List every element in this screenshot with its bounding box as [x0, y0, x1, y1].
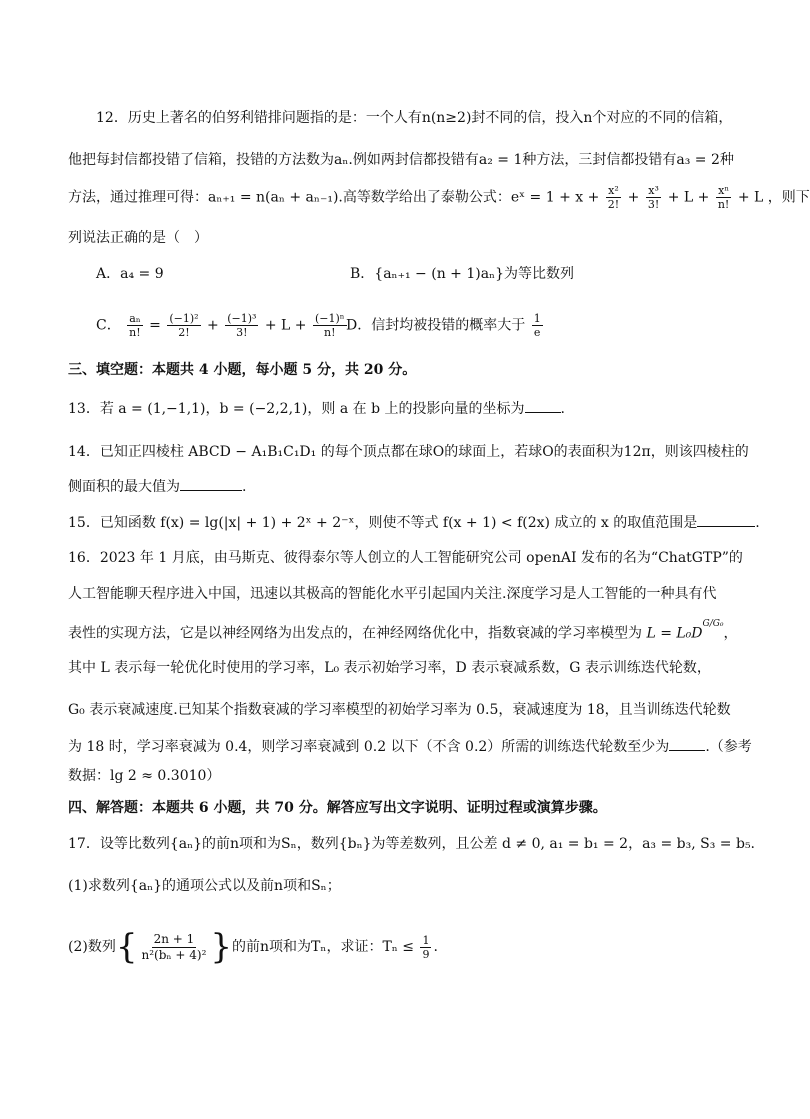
q12-line3-text: 方法，通过推理可得：aₙ₊₁ = n(aₙ + aₙ₋₁).高等数学给出了泰勒公式：eˣ = 1 + x + [68, 189, 604, 206]
q15: 15．已知函数 f(x) = lg(|x| + 1) + 2ˣ + 2⁻ˣ，则使不等式 f(x + 1) < f(2x) 成立的 x 的取值范围是 . [68, 512, 760, 533]
q12-option-a: A．a₄ = 9 [96, 266, 164, 282]
section-3-heading: 三、填空题：本题共 4 小题，每小题 5 分，共 20 分。 [68, 362, 417, 378]
q12-option-b: B．{aₙ₊₁ − (n + 1)aₙ}为等比数列 [350, 266, 575, 282]
q16-line4: 其中 L 表示每一轮优化时使用的学习率，L₀ 表示初始学习率，D 表示衰减系数，G 表示训练迭代轮数， [68, 660, 711, 676]
q16-line7: 数据：lg 2 ≈ 0.3010） [68, 768, 221, 784]
q12-taylor-termn: $\frac{\text{xⁿ}}{n!}$ [717, 184, 730, 211]
q15-answer-blank[interactable] [697, 512, 755, 527]
q17-part1: (1)求数列{aₙ}的通项公式以及前n项和Sₙ； [68, 878, 341, 894]
q12-line2: 他把每封信都投错了信箱，投错的方法数为aₙ.例如两封信都投错有a₂ = 1种方法，三封信都投错有a₃ = 2种 [68, 152, 734, 168]
q12-option-d: D．信封均被投错的概率大于 $\frac{1}{e}$ [346, 312, 541, 339]
q17-line1: 17．设等比数列{aₙ}的前n项和为Sₙ，数列{bₙ}为等差数列，且公差 d ≠ 0, a₁ = b₁ = 2，a₃ = b₃, S₃ = b₅. [68, 836, 756, 852]
q16-answer-blank[interactable] [669, 736, 705, 751]
q14-line1: 14．已知正四棱柱 ABCD − A₁B₁C₁D₁ 的每个顶点都在球O的球面上，若球O的表面积为12π，则该四棱柱的 [68, 444, 749, 460]
q12-line1: 12．历史上著名的伯努利错排问题指的是：一个人有n(n≥2)封不同的信，投入n个对应的不同的信箱， [96, 110, 733, 126]
q17-part2: (2)数列{ $\frac{2n + 1}{\text{n²(bₙ + 4)²}}$ }的前n项和为Tₙ，求证：Tₙ ≤ $\frac{1}{9}$ . [68, 927, 438, 967]
q16-line3: 表性的实现方法，它是以神经网络为出发点的，在神经网络优化中，指数衰减的学习率模型为 $L = L_0D^{G/G_0}$， [68, 619, 738, 642]
q13: 13．若 a = (1,−1,1)，b = (−2,2,1)，则 a 在 b 上的投影向量的坐标为 . [68, 398, 565, 419]
q16-line5: G₀ 表示衰减速度.已知某个指数衰减的学习率模型的初始学习率为 0.5，衰减速度为 18，且当训练迭代轮数 [68, 702, 731, 718]
q12-taylor-term3: $\frac{\text{x³}}{3!}$ [647, 184, 660, 211]
q14-answer-blank[interactable] [180, 476, 242, 491]
q12-taylor-term2: $\frac{\text{x²}}{2!}$ [607, 184, 620, 211]
q16-line1: 16．2023 年 1 月底，由马斯克、彼得泰尔等人创立的人工智能研究公司 openAI 发布的名为“ChatGTP”的 [68, 550, 743, 566]
q16-line6: 为 18 时，学习率衰减为 0.4，则学习率衰减到 0.2 以下（不含 0.2）所需的训练迭代轮数至少为 .（参考 [68, 736, 752, 757]
q14-line2: 侧面积的最大值为 . [68, 476, 246, 497]
q12-line3: 方法，通过推理可得：aₙ₊₁ = n(aₙ + aₙ₋₁).高等数学给出了泰勒公式：eˣ = 1 + x + $\frac{\text{x²}}{2!}$ + $\frac{\text{x³}}{3!}$ + L + $\frac{\text{xⁿ}}{n!}$ + L ，则下 [68, 184, 810, 211]
q13-answer-blank[interactable] [525, 398, 561, 413]
section-4-heading: 四、解答题：本题共 6 小题，共 70 分。解答应写出文字说明、证明过程或演算步骤。 [68, 800, 607, 816]
q12-line4: 列说法正确的是（ ） [68, 230, 208, 246]
q16-line2: 人工智能聊天程序进入中国，迅速以其极高的智能化水平引起国内关注.深度学习是人工智能的一种具有代 [68, 586, 717, 602]
q12-option-c: C． $\frac{\text{aₙ}}{n!}$ = $\frac{\text{(−1)²}}{2!}$ + $\frac{\text{(−1)³}}{3!}$ + L + $\frac{\text{(−1)ⁿ}}{n!}$ [96, 312, 345, 339]
